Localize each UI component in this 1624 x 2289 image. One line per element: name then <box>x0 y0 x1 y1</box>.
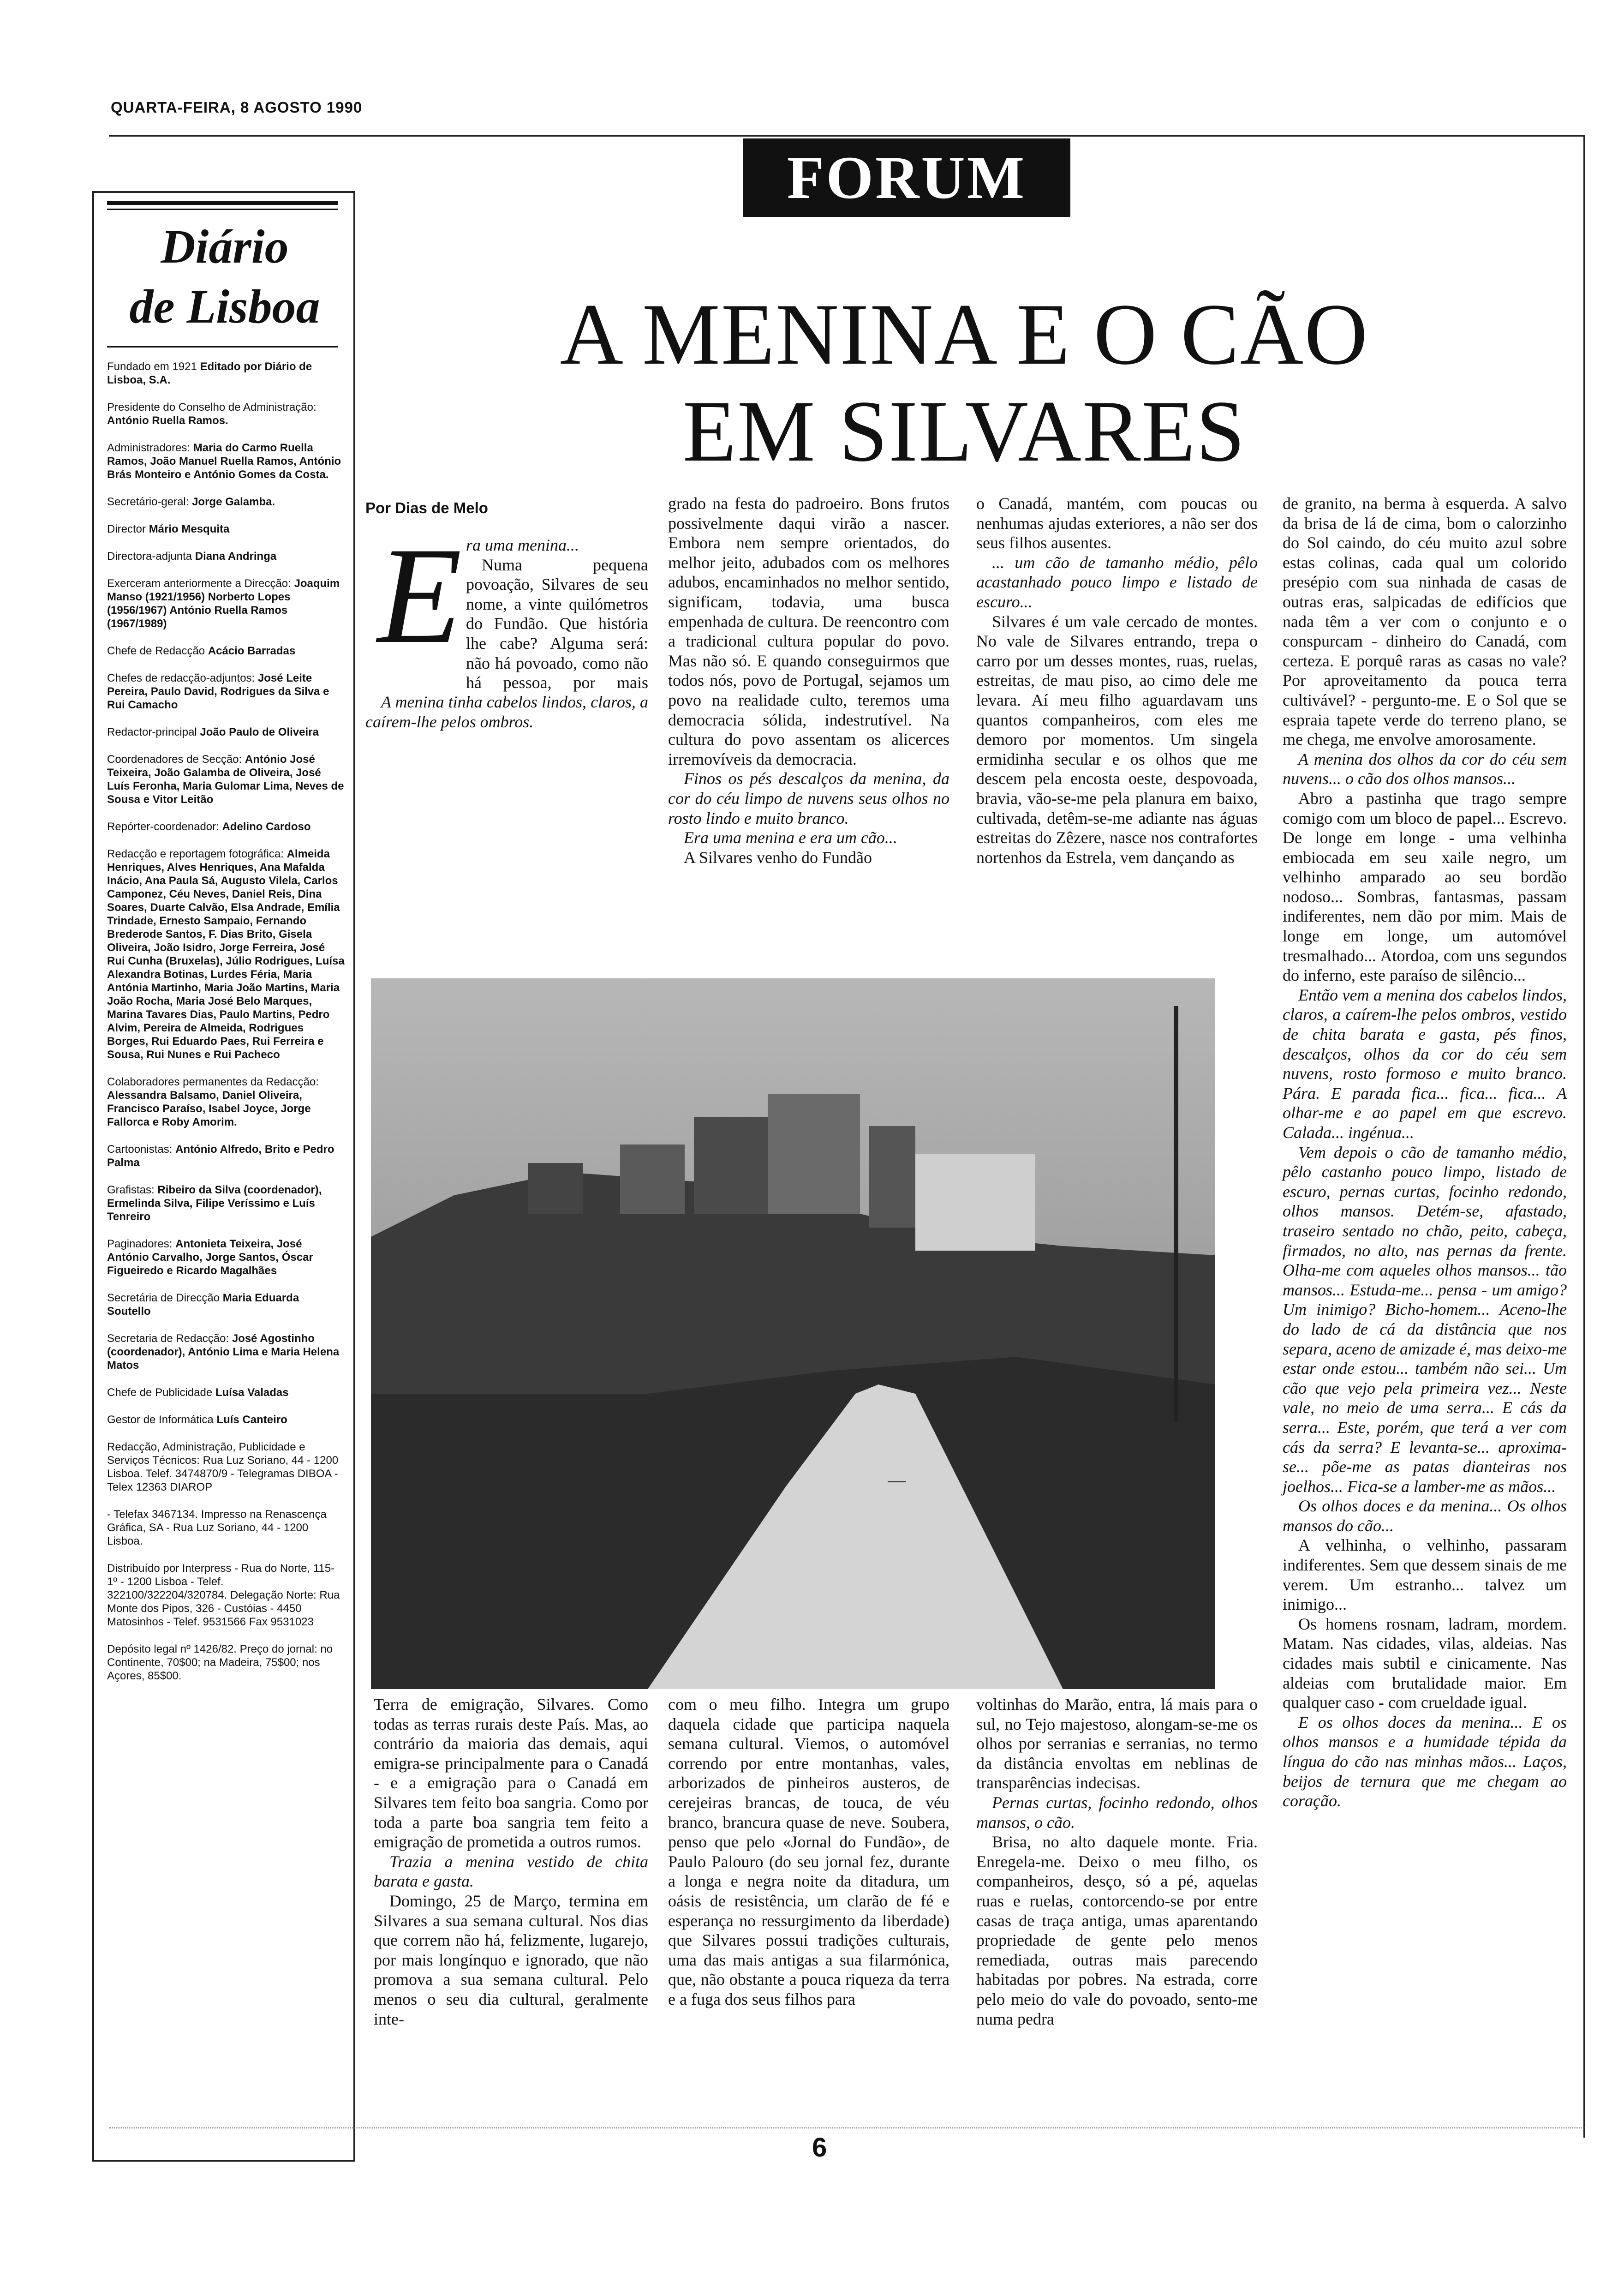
article-paragraph: Silvares é um vale cercado de montes. No vale de Silvares entrando, trepa o carro por um desses montes, ruas, ruelas, estreitas, de mau piso, ao cimo dele me levara. Aí meu filho aguardavam uns quantos companheiros, com eles me demoro por momentos. Um singela ermidinha secular e os olhos que me descem pela encosta oeste, despovoada, bravia, vão-se-me pela planura em baixo, cultivada, detêm-se-me adiante nas águas estreitas do Zêzere, nasce nos contrafortes nortenhos da Estrela, vem dançando as <box>976 612 1258 867</box>
article-column-4 <box>1283 494 1567 1811</box>
staff-entry <box>107 1642 345 1683</box>
staff-role: Secretário-geral: <box>107 496 192 508</box>
staff-entry <box>107 1440 345 1494</box>
section-banner <box>743 138 1070 217</box>
article-paragraph: Numa pequena povoação, Silvares de seu nome, a vinte quilómetros do Fundão. Que história lhe cabe? Alguma será: não há povoado, como não há pessoa, por mais <box>466 555 648 692</box>
staff-names: Joaquim Manso (1921/1956) Norberto Lopes (1956/1967) António Ruella Ramos (1967/1989) <box>107 577 340 630</box>
article-paragraph: Domingo, 25 de Março, termina em Silvares a sua semana cultural. Nos dias que correm não há, felizmente, lugarejo, por mais longínquo e ignorado, que não promova a sua semana cultural. Pelo menos o seu dia cultural, geralmente inte- <box>374 1891 648 2028</box>
article-paragraph: Então vem a menina dos cabelos lindos, claros, a caírem-lhe pelos ombros, vestido de chita barata e gasta, pés finos, descalços, olhos da cor do céu sem nuvens, rosto formoso e muito branco. Pára. E parada fica... fica... fica... A olhar-me e ao papel em que escrevo. Calada... ingénua... <box>1283 985 1567 1142</box>
article-paragraph: Trazia a menina vestido de chita barata e gasta. <box>374 1852 648 1891</box>
masthead-rule <box>107 201 338 205</box>
village-photo-illustration <box>371 978 1215 1689</box>
staff-role: Redactor-principal <box>107 726 200 738</box>
staff-names: Luís Canteiro <box>216 1414 287 1426</box>
byline: Por Dias de Melo <box>365 499 488 516</box>
staff-role: Secretária de Direcção <box>107 1292 223 1304</box>
staff-names: António Alfredo, Brito e Pedro Palma <box>107 1143 334 1169</box>
staff-entry <box>107 644 345 658</box>
staff-role: Coordenadores de Secção: <box>107 753 245 766</box>
article-paragraph: A menina dos olhos da cor do céu sem nuvens... o cão dos olhos mansos... <box>1283 749 1567 788</box>
staff-role: Gestor de Informática <box>107 1414 217 1426</box>
staff-names: Diana Andringa <box>195 550 277 563</box>
staff-role: Grafistas: <box>107 1184 158 1196</box>
article-paragraph: E os olhos doces da menina... E os olhos mansos e a humidade tépida da língua do cão nas minhas mãos... Laços, beijos de ternura que me chegam ao coração. <box>1283 1713 1567 1810</box>
staff-role: Redacção, Administração, Publicidade e Serviços Técnicos: Rua Luz Soriano, 44 - 1200 Lisboa. Telef. 3474870/9 - Telegramas DIBOA - Telex 12363 DIAROP <box>107 1441 339 1493</box>
headline-line-1: A MENINA E O CÃO <box>560 286 1369 383</box>
staff-role: Chefes de redacção-adjuntos: <box>107 672 258 684</box>
article-paragraph: Vem depois o cão de tamanho médio, pêlo castanho pouco limpo, listado de escuro, pernas curtas, focinho redondo, olhos mansos. Detém-se, afastado, traseiro sentado no chão, peito, cabeça, firmados, no alto, nas pernas da frente. Olha-me com aqueles olhos mansos... tão mansos... Estuda-me... pensa - um amigo? Um inimigo? Bicho-homem... Aceno-lhe do lado de cá da distância que nos separa, aceno de amizade é, mas deixo-me estar onde estou... também não sei... Um cão que vejo pela primeira vez... Neste vale, no meio de uma serra... E cás da serra... Este, porém, que terá a ver com cás da serra? E levanta-se... aproxima-se... põe-me as patas dianteiras nos joelhos... Fica-se a lamber-me as mãos... <box>1283 1143 1567 1496</box>
staff-role: Fundado em 1921 <box>107 360 200 373</box>
logo-line-1: Diário <box>161 220 289 273</box>
staff-names: António Ruella Ramos. <box>107 414 228 427</box>
staff-role: Redacção e reportagem fotográfica: <box>107 848 287 860</box>
staff-names: Jorge Galamba. <box>192 496 275 508</box>
staff-names: Ribeiro da Silva (coordenador), Ermelinda Silva, Filipe Veríssimo e Luís Tenreiro <box>107 1184 322 1223</box>
staff-role: Chefe de Redacção <box>107 645 208 657</box>
article-column-2 <box>668 494 949 867</box>
staff-names: José Agostinho (coordenador), António Lima e Maria Helena Matos <box>107 1332 340 1372</box>
staff-entry <box>107 847 345 1061</box>
staff-names: Editado por Diário de Lisboa, S.A. <box>107 360 312 386</box>
staff-names: Antonieta Teixeira, José António Carvalho, Jorge Santos, Óscar Figueiredo e Ricardo Magalhães <box>107 1238 313 1277</box>
article-paragraph: o Canadá, mantém, com poucas ou nenhumas ajudas exteriores, a não ser dos seus filhos ausentes. <box>976 494 1258 552</box>
masthead-rule <box>107 209 338 210</box>
dateline: QUARTA-FEIRA, 8 AGOSTO 1990 <box>111 99 363 116</box>
staff-entry <box>107 1508 345 1548</box>
article-column-3-lower <box>976 1695 1258 2029</box>
article-paragraph: de granito, na berma à esquerda. A salvo da brisa de lá de cima, bom o calorzinho do Sol caindo, do céu muito azul sobre estas colinas, cada qual um colorido presépio com sua ninhada de casas de outras eras, salpicadas de edifícios que nada têm a ver com o conjunto e o conspurcam - dinheiro do Canadá, com certeza. E porquê raras as casas no vale? Por aproveitamento da pouca terra cultivável? - pergunto-me. E o Sol que se espraia tapete verde do terreno plano, se me chega, me envolve amorosamente. <box>1283 494 1567 749</box>
staff-entry <box>107 495 345 509</box>
staff-names: Adelino Cardoso <box>222 821 311 833</box>
staff-names: António José Teixeira, João Galamba de Oliveira, José Luís Feronha, Maria Gulomar Lima, Neves de Sousa e Vitor Leitão <box>107 753 344 806</box>
staff-entry <box>107 753 345 806</box>
page-frame-right-rule <box>1583 135 1585 2138</box>
staff-names: Almeida Henriques, Alves Henriques, Ana Mafalda Inácio, Ana Paula Sá, Augusto Vilela, Carlos Camponez, Céu Neves, Daniel Reis, Dina Soares, Duarte Calvão, Elsa Andrade, Emília Trindade, Ernesto Sampaio, Fernando Brederode Santos, F. Dias Brito, Gisela Oliveira, João Isidro, Jorge Ferreira, José Rui Cunha (Bruxelas), Júlio Rodrigues, Luísa Alexandra Botinas, Lurdes Féria, Maria Antónia Martinho, Maria João Martins, Maria João Rocha, Maria José Belo Marques, Marina Tavares Dias, Paulo Martins, Pedro Alvim, Pereira de Almeida, Rodrigues Borges, Rui Eduardo Paes, Rui Ferreira e Sousa, Rui Nunes e Rui Pacheco <box>107 848 345 1061</box>
staff-role: Exerceram anteriormente a Direcção: <box>107 577 294 590</box>
staff-role: Presidente do Conselho de Administração: <box>107 401 316 413</box>
drop-cap: E <box>377 519 462 672</box>
staff-entry <box>107 671 345 712</box>
article-paragraph: ra uma menina... <box>466 536 579 554</box>
staff-names: Maria Eduarda Soutello <box>107 1292 299 1318</box>
article-paragraph: Os olhos doces e da menina... Os olhos mansos do cão... <box>1283 1497 1567 1535</box>
article-paragraph: Era uma menina e era um cão... <box>684 828 897 847</box>
newspaper-logo <box>107 217 342 337</box>
article-column-3 <box>976 494 1258 867</box>
section-title: FORUM <box>787 144 1027 211</box>
article-column-2-lower <box>668 1695 949 2009</box>
masthead-rule <box>107 346 338 348</box>
headline <box>415 286 1513 480</box>
staff-role: Repórter-coordenador: <box>107 821 222 833</box>
staff-role: Colaboradores permanentes da Redacção: <box>107 1076 319 1088</box>
article-paragraph: Os homens rosnam, ladram, mordem. Matam. Nas cidades, vilas, aldeias. Nas cidades mais subtil e cinicamente. Nas aldeias com brutalidade maior. Em qualquer caso - com crueldade igual. <box>1283 1614 1567 1712</box>
staff-names: Alessandra Balsamo, Daniel Oliveira, Francisco Paraíso, Isabel Joyce, Jorge Fallorca e Roby Amorim. <box>107 1089 311 1128</box>
staff-entry <box>107 1386 345 1399</box>
staff-entry <box>107 522 345 536</box>
staff-role: Directora-adjunta <box>107 550 195 563</box>
staff-names: Mário Mesquita <box>149 523 230 535</box>
article-paragraph: A velhinha, o velhinho, passaram indiferentes. Sem que dessem sinais de me verem. Um estranho... talvez um inimigo... <box>1283 1536 1567 1614</box>
article-paragraph: ... um cão de tamanho médio, pêlo acastanhado pouco limpo e listado de escuro... <box>976 553 1258 611</box>
article-paragraph: voltinhas do Marão, entra, lá mais para o sul, no Tejo majestoso, alongam-se-me os olhos por serranias e serranias, no termo da distância envoltas em neblinas de transparências indecisas. <box>976 1695 1258 1792</box>
staff-entry <box>107 1332 345 1372</box>
article-paragraph: Pernas curtas, focinho redondo, olhos mansos, o cão. <box>976 1793 1258 1832</box>
headline-line-2: EM SILVARES <box>682 383 1246 480</box>
staff-names: Luísa Valadas <box>215 1386 289 1399</box>
staff-role: - Telefax 3467134. Impresso na Renascença Gráfica, SA - Rua Luz Soriano, 44 - 1200 Lisboa. <box>107 1508 327 1547</box>
article-column-1a <box>466 535 648 692</box>
article-column-1b <box>365 692 648 731</box>
staff-entry <box>107 401 345 427</box>
staff-entry <box>107 725 345 739</box>
staff-entry <box>107 1075 345 1129</box>
article-paragraph: A menina tinha cabelos lindos, claros, a caírem-lhe pelos ombros. <box>365 693 648 731</box>
staff-role: Depósito legal nº 1426/82. Preço do jornal: no Continente, 70$00; na Madeira, 75$00; nos Açores, 85$00. <box>107 1643 333 1682</box>
staff-role: Distribuído por Interpress - Rua do Norte, 115-1º - 1200 Lisboa - Telef. 322100/322204/320784. Delegação Norte: Rua Monte dos Pipos, 326 - Custóias - 4450 Matosinhos - Telef. 9531566 Fax 9531023 <box>107 1562 340 1628</box>
article-paragraph: grado na festa do padroeiro. Bons frutos possivelmente daqui virão a nascer. Embora nem sempre orientados, do melhor jeito, adubados com os melhores adubos, encaminhados no melhor sentido, significam, todavia, uma busca empenhada de cultura. De reencontro com a tradicional cultura popular do povo. Mas não só. E quando conseguirmos que todos nós, povo de Portugal, sejamos um povo na realidade culto, teremos uma democracia sólida, indestrutível. Na cultura do povo assentam os alicerces irremovíveis da democracia. <box>668 494 949 768</box>
page-bottom-rule <box>109 2127 1585 2128</box>
staff-entry <box>107 1413 345 1426</box>
article-paragraph: com o meu filho. Integra um grupo daquela cidade que participa naquela semana cultural. Viemos, o automóvel correndo por entre montanhas, vales, arborizados de pinheiros austeros, de cerejeiras brancas, de touca, de véu branco, brancura quase de neve. Soubera, penso que pelo «Jornal do Fundão», de Paulo Palouro (do seu jornal fez, durante a longa e negra noite da ditadura, um oásis de resistência, um clarão de fé e esperança no ressurgimento da liberdade) que Silvares possui tradições culturais, uma das mais antigas a sua filarmónica, que, não obstante a pouca riqueza da terra e a fuga dos seus filhos para <box>668 1695 949 2008</box>
article-column-1-lower <box>374 1695 648 2029</box>
staff-names: Acácio Barradas <box>208 645 296 657</box>
article-paragraph: Abro a pastinha que trago sempre comigo com um bloco de papel... Escrevo. De longe em longe - uma velhinha embiocada em seu xaile negro, um velhinho amparado ao seu bordão nodoso... Sombras, fantasmas, passam indiferentes, nem dão por mim. Mais de longe em longe, um automóvel tresmalhado... Atordoa, com uns segundos do inferno, este paraíso de silêncio... <box>1283 789 1567 985</box>
staff-role: Cartoonistas: <box>107 1143 176 1156</box>
staff-names: José Leite Pereira, Paulo David, Rodrigues da Silva e Rui Camacho <box>107 672 329 711</box>
staff-role: Paginadores: <box>107 1238 176 1250</box>
article-photo <box>371 978 1215 1689</box>
staff-role: Secretaria de Redacção: <box>107 1332 232 1345</box>
staff-entry <box>107 550 345 563</box>
staff-names: João Paulo de Oliveira <box>200 726 319 738</box>
staff-entry <box>107 1562 345 1629</box>
staff-entry <box>107 820 345 833</box>
staff-role: Administradores: <box>107 442 193 454</box>
staff-entry <box>107 1237 345 1277</box>
staff-role: Director <box>107 523 149 535</box>
staff-entry <box>107 1143 345 1169</box>
staff-entry <box>107 1183 345 1223</box>
article-paragraph: Finos os pés descalços da menina, da cor do céu limpo de nuvens seus olhos no rosto lindo e muito branco. <box>668 769 949 827</box>
page-number: 6 <box>812 2133 827 2163</box>
staff-names: Maria do Carmo Ruella Ramos, João Manuel Ruella Ramos, António Brás Monteiro e António Gomes da Costa. <box>107 442 341 481</box>
staff-entry <box>107 1291 345 1318</box>
staff-role: Chefe de Publicidade <box>107 1386 215 1399</box>
staff-entry <box>107 577 345 630</box>
article-paragraph: Terra de emigração, Silvares. Como todas as terras rurais deste País. Mas, ao contrário da maioria das demais, aqui emigra-se principalmente para o Canadá - e a emigração para o Canadá em Silvares tem feito boa sangria. Como por toda a parte boa sangria tem feito a emigração de prometida a outros rumos. <box>374 1695 648 1852</box>
logo-line-2: de Lisboa <box>129 280 320 333</box>
staff-entry <box>107 441 345 481</box>
article-paragraph: A Silvares venho do Fundão <box>684 848 872 867</box>
staff-entry <box>107 360 345 387</box>
staff-list <box>107 360 345 1696</box>
page-frame-top-rule <box>109 135 1585 137</box>
article-paragraph: Brisa, no alto daquele monte. Fria. Enregela-me. Deixo o meu filho, os companheiros, desço, só a pé, aquelas ruas e ruelas, contorcendo-se por entre casas de traça antiga, umas aparentando propriedade de gente pelo menos remediada, outras mais parecendo habitadas por pobres. Na estrada, corre pelo meio do vale do povoado, sento-me numa pedra <box>976 1833 1258 2028</box>
